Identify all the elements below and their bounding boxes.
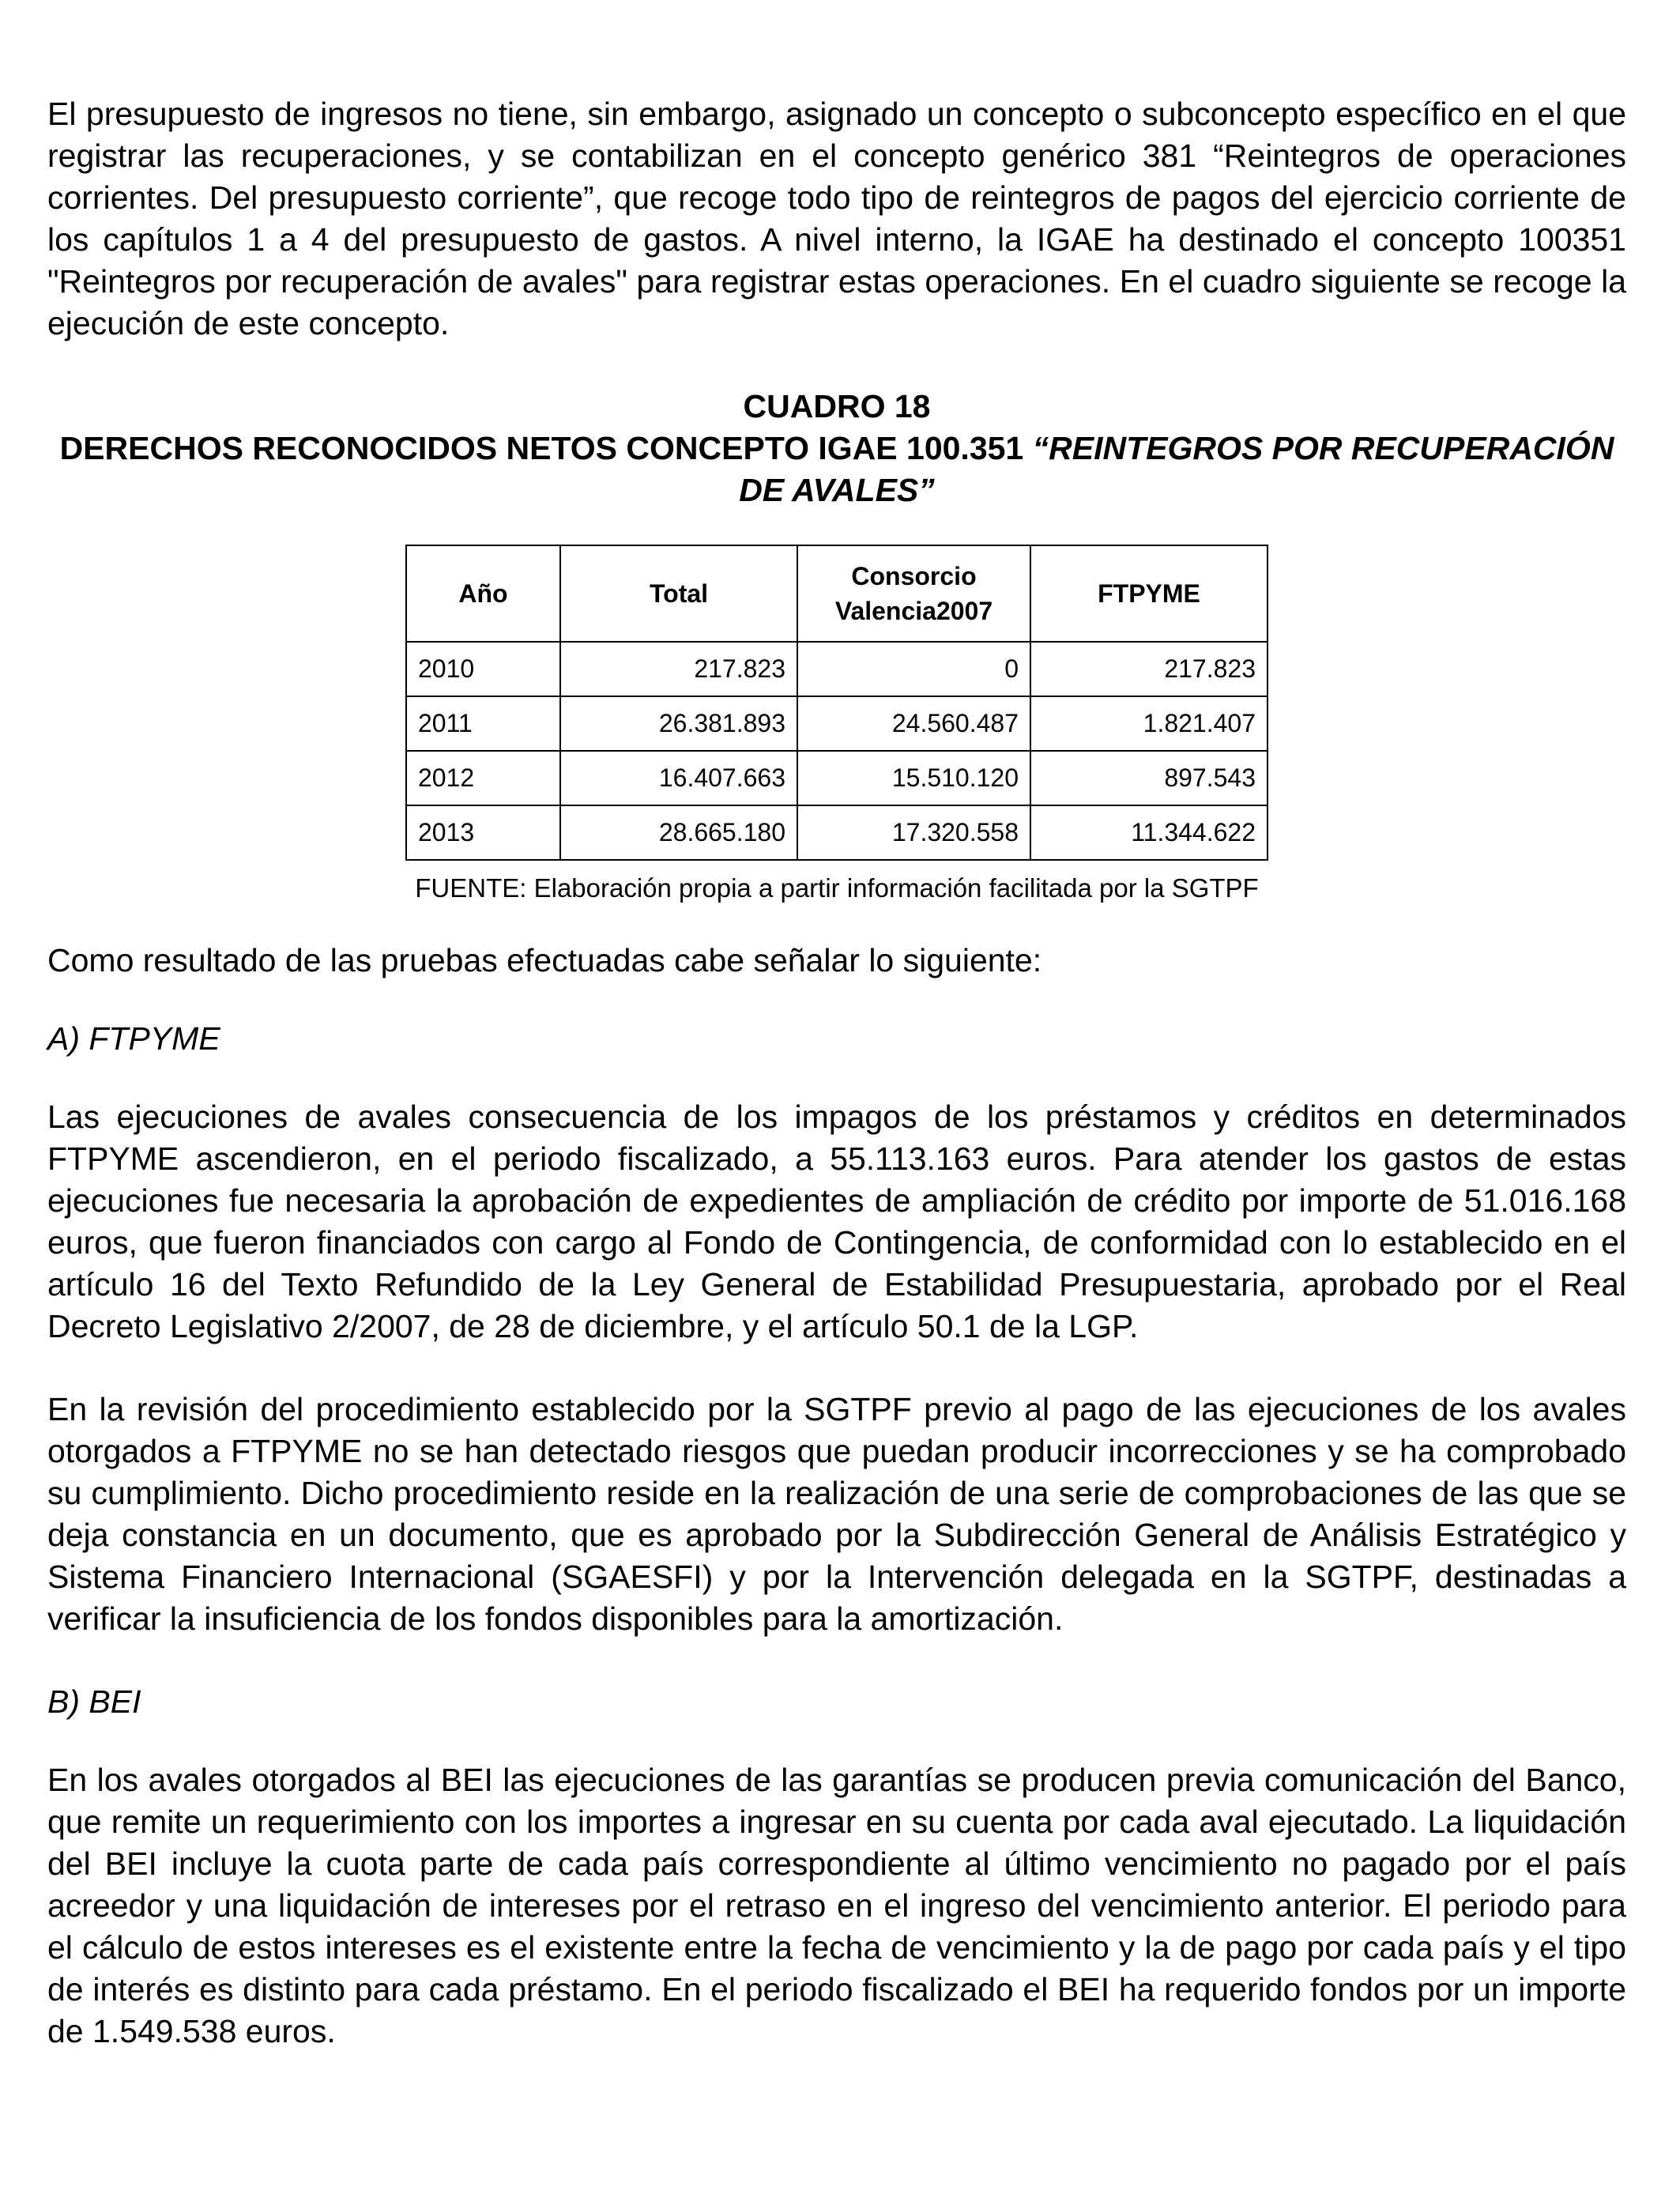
- cuadro-title: [47, 428, 1626, 511]
- header-consorcio: Consorcio Valencia2007: [797, 545, 1030, 642]
- cell-total: 26.381.893: [560, 696, 797, 751]
- table-header-row: [406, 545, 1268, 642]
- table-row: [406, 751, 1268, 805]
- cell-total: 28.665.180: [560, 805, 797, 860]
- cell-year: 2011: [406, 696, 560, 751]
- document-page: [47, 93, 1626, 2053]
- section-a-label: A) FTPYME: [47, 1020, 220, 1057]
- cell-total: 16.407.663: [560, 751, 797, 805]
- section-a-paragraph-2: En la revisión del procedimiento establecido por la SGTPF previo al pago de las ejecuciones de los avales otorgados a FTPYME no se han detectado riesgos que puedan producir incorrecciones y se ha comprobado su cumplimiento. Dicho procedimiento reside en la realización de una serie de comprobaciones de las que se deja constancia en un documento, que es aprobado por la Subdirección General de Análisis Estratégico y Sistema Financiero Internacional (SGAESFI) y por la Intervención delegada en la SGTPF, destinadas a verificar la insuficiencia de los fondos disponibles para la amortización.: [47, 1391, 1626, 1637]
- cell-year: 2012: [406, 751, 560, 805]
- table-source-note: FUENTE: Elaboración propia a partir información facilitada por la SGTPF: [415, 873, 1259, 903]
- intro-paragraph: El presupuesto de ingresos no tiene, sin embargo, asignado un concepto o subconcepto específico en el que registrar las recuperaciones, y se contabilizan en el concepto genérico 381 “Reintegros de operaciones corrientes. Del presupuesto corriente”, que recoge todo tipo de reintegros de pagos del ejercicio corriente de los capítulos 1 a 4 del presupuesto de gastos. A nivel interno, la IGAE ha destinado el concepto 100351 "Reintegros por recuperación de avales" para registrar estas operaciones. En el cuadro siguiente se recoge la ejecución de este concepto.: [47, 96, 1626, 341]
- header-ftpyme: FTPYME: [1030, 545, 1268, 642]
- cell-ftpyme: 11.344.622: [1030, 805, 1268, 860]
- result-intro: Como resultado de las pruebas efectuadas cabe señalar lo siguiente:: [47, 942, 1042, 978]
- cell-year: 2010: [406, 642, 560, 696]
- cell-total: 217.823: [560, 642, 797, 696]
- table-row: [406, 696, 1268, 751]
- cell-consorcio: 15.510.120: [797, 751, 1030, 805]
- cuadro-18-table: [405, 545, 1268, 861]
- cell-consorcio: 0: [797, 642, 1030, 696]
- cell-ftpyme: 1.821.407: [1030, 696, 1268, 751]
- cuadro-title-plain: DERECHOS RECONOCIDOS NETOS CONCEPTO IGAE 100.351: [59, 430, 1033, 466]
- header-total: Total: [560, 545, 797, 642]
- cell-ftpyme: 897.543: [1030, 751, 1268, 805]
- section-b-paragraph-1: En los avales otorgados al BEI las ejecuciones de las garantías se producen previa comunicación del Banco, que remite un requerimiento con los importes a ingresar en su cuenta por cada aval ejecutado. La liquidación del BEI incluye la cuota parte de cada país correspondiente al último vencimiento no pagado por el país acreedor y una liquidación de intereses por el retraso en el ingreso del vencimiento anterior. El periodo para el cálculo de estos intereses es el existente entre la fecha de vencimiento y la de pago por cada país y el tipo de interés es distinto para cada préstamo. En el periodo fiscalizado el BEI ha requerido fondos por un importe de 1.549.538 euros.: [47, 1762, 1626, 2049]
- section-a-paragraph-1: Las ejecuciones de avales consecuencia de los impagos de los préstamos y créditos en determinados FTPYME ascendieron, en el periodo fiscalizado, a 55.113.163 euros. Para atender los gastos de estas ejecuciones fue necesaria la aprobación de expedientes de ampliación de crédito por importe de 51.016.168 euros, que fueron financiados con cargo al Fondo de Contingencia, de conformidad con lo establecido en el artículo 16 del Texto Refundido de la Ley General de Estabilidad Presupuestaria, aprobado por el Real Decreto Legislativo 2/2007, de 28 de diciembre, y el artículo 50.1 de la LGP.: [47, 1099, 1626, 1344]
- header-year: Año: [406, 545, 560, 642]
- cell-ftpyme: 217.823: [1030, 642, 1268, 696]
- section-b-label: B) BEI: [47, 1683, 141, 1720]
- cell-year: 2013: [406, 805, 560, 860]
- table-row: [406, 805, 1268, 860]
- cell-consorcio: 24.560.487: [797, 696, 1030, 751]
- cuadro-title-italic: “REINTEGROS POR RECUPERACIÓN DE AVALES”: [739, 430, 1614, 508]
- cell-consorcio: 17.320.558: [797, 805, 1030, 860]
- table-row: [406, 642, 1268, 696]
- cuadro-number: CUADRO 18: [743, 388, 931, 424]
